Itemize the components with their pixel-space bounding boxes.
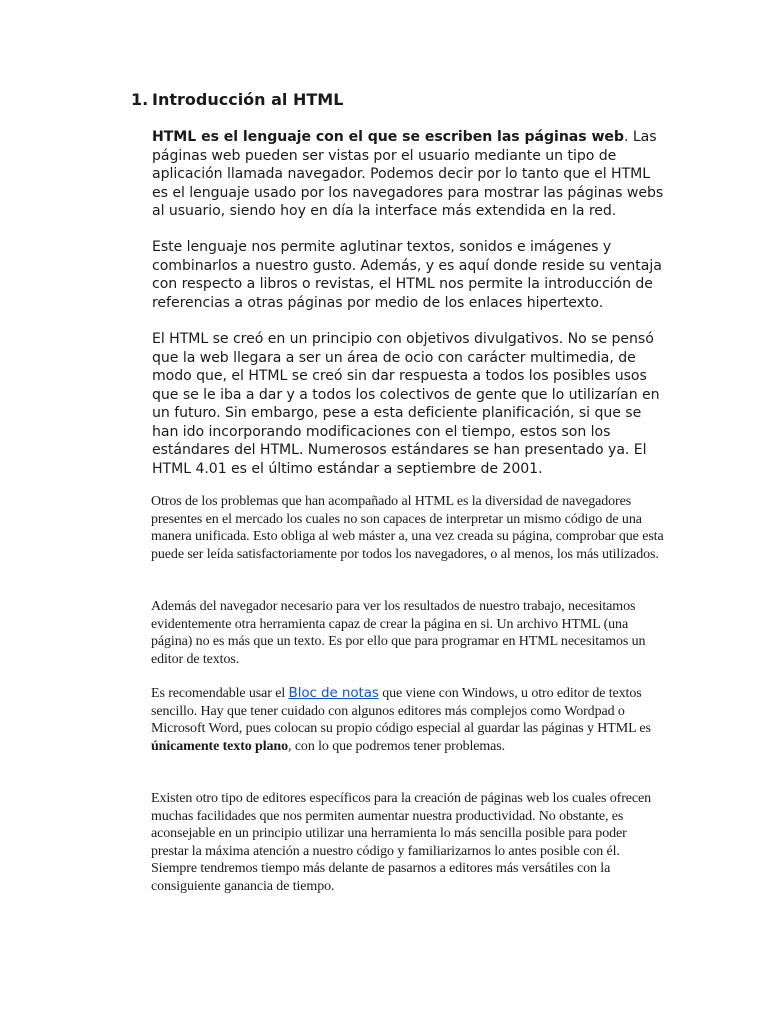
intro-rest: . Las páginas web pueden ser vistas por el usuario mediante un tipo de aplicación llamada navegador. Podemos decir por lo tanto que el HTML es el lenguaje usado por los navegadores para mostrar las páginas webs al usuario, siendo hoy en día la interface más extendida en la red. (152, 129, 664, 219)
paragraph-browsers: Otros de los problemas que han acompañado al HTML es la diversidad de navegadores presentes en el mercado los cuales no son capaces de interpretar un mismo código de una manera unificada. Esto obliga al web máster a, una vez creada su página, comprobar que esta puede ser leída satisfactoriamente por todos los navegadores, o al menos, los más utilizados. (151, 494, 664, 562)
section-title: Introducción al HTML (152, 90, 344, 109)
section-number: 1. (131, 90, 149, 109)
notepad-before-link: Es recomendable usar el (151, 686, 289, 701)
notepad-end: , con lo que podremos tener problemas. (288, 738, 506, 754)
paragraph-history: El HTML se creó en un principio con objetivos divulgativos. No se pensó que la web llegara a ser un área de ocio con carácter multimedia, de modo que, el HTML se creó sin dar respuesta a todos los posibles usos que se le iba a dar y a todos los colectivos de gente que lo utilizarían en un futuro. Sin embargo, pese a esta deficiente planificación, si que se han ido incorporando modificaciones con el tiempo, estos son los estándares del HTML. Numerosos estándares se han presentado ya. El HTML 4.01 es el último estándar a septiembre de 2001. (152, 331, 660, 477)
intro-bold-lead: HTML es el lenguaje con el que se escriben las páginas web (152, 129, 624, 145)
paragraph-language: Este lenguaje nos permite aglutinar textos, sonidos e imágenes y combinarlos a nuestro gusto. Además, y es aquí donde reside su ventaja con respecto a libros o revistas, el HTML nos permite la introducción de referencias a otras páginas por medio de los enlaces hipertexto. (152, 239, 662, 311)
paragraph-specific-editors: Existen otro tipo de editores específicos para la creación de páginas web los cuales ofrecen muchas facilidades que nos permiten aumentar nuestra productividad. No obstante, es aconsejable en un principio utilizar una herramienta lo más sencilla posible para poder prestar la máxima atención a nuestro código y familiarizarnos lo antes posible con él. Siempre tendremos tiempo más delante de pasarnos a editores más versátiles con la consiguiente ganancia de tiempo. (151, 791, 652, 894)
section-heading (131, 89, 343, 111)
notepad-after-link: que viene con Windows, u otro editor de textos sencillo. Hay que tener cuidado con algunos editores más complejos como Wordpad o Microsoft Word, pues colocan su propio código especial al guardar las páginas y HTML es (151, 686, 651, 737)
bloc-de-notas-link[interactable]: Bloc de notas (288, 685, 379, 701)
paragraph-editor-need: Además del navegador necesario para ver los resultados de nuestro trabajo, necesitamos evidentemente otra herramienta capaz de crear la página en si. Un archivo HTML (una página) no es más que un texto. Es por ello que para programar en HTML necesitamos un editor de textos. (151, 599, 646, 667)
paragraph-notepad (151, 685, 665, 755)
paragraph-intro (152, 128, 664, 221)
notepad-bold: únicamente texto plano (151, 738, 289, 754)
